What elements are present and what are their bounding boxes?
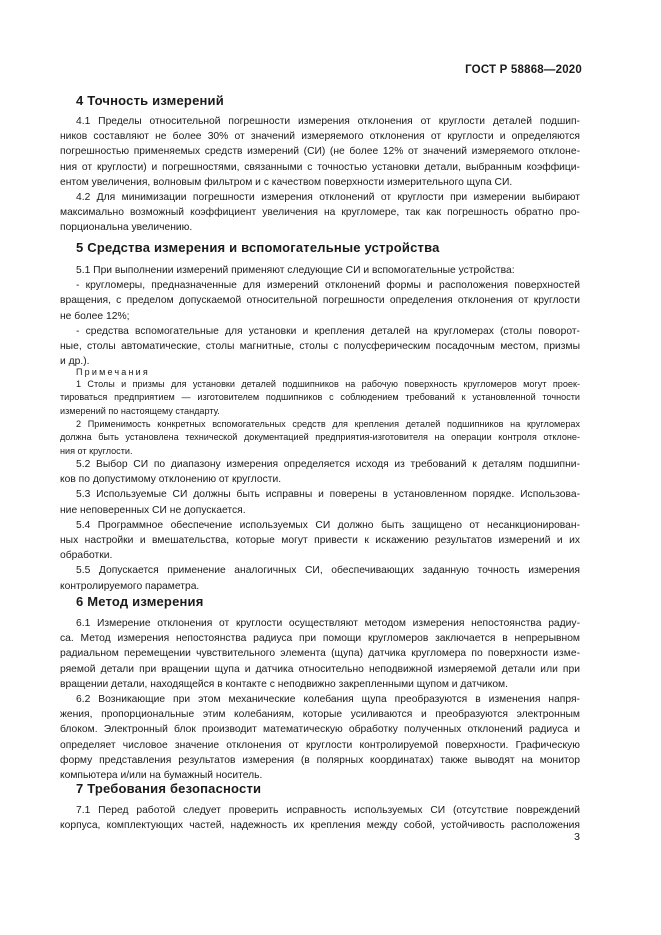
paragraph-5-1: 5.1 При выполнении измерений применяют следующие СИ и вспомогательные устройства: - кругломеры, предназначенные для измерений отклонений формы и расположения поверхностей вращения, с пределом допускаемой относительной погрешности определения отклонения от круглости не более 12%; - средства вспомогательные для установки и крепления деталей на кругломерах (столы поворот- ные, столы автоматические, столы магнитные, столы с полусферическим посадочным местом, призмы и др.). xyxy=(60,265,580,368)
note-1: 1 Столы и призмы для установки деталей подшипников на рабочую поверхность кругломеров могут проек- тироваться предприятием — изготовителем подшипников с соблюдением требований к установленной точности измерений по настоящему стандарту. xyxy=(60,379,580,416)
section-4-heading: 4 Точность измерений xyxy=(76,93,224,108)
notes-heading: Примечания xyxy=(76,367,150,377)
paragraph-7-1: 7.1 Перед работой следует проверить исправность используемых СИ (отсутствие повреждений корпуса, комплектующих частей, надежность их крепления между собой, устойчивость расположения xyxy=(60,805,580,832)
page-number: 3 xyxy=(574,831,580,843)
paragraphs-5-2-to-5-5: 5.2 Выбор СИ по диапазону измерения определяется исходя из требований к деталям подшипни- ков по допустимому отклонению от круглости. 5.3 Используемые СИ должны быть исправны и поверены в установленном порядке. Использова- ние неповеренных СИ не допускается. 5.4 Программное обеспечение используемых СИ должно быть защищено от несанкционирован- ных настройки и вмешательства, которые могут привести к искажению результатов измерений и их обработки. 5.5 Допускается применение аналогичных СИ, обеспечивающих заданную точность измерения контролируемого параметра. xyxy=(60,459,580,592)
section-6-heading: 6 Метод измерения xyxy=(76,594,204,609)
standard-number: ГОСТ Р 58868—2020 xyxy=(465,64,582,76)
note-2: 2 Применимость конкретных вспомогательных средств для крепления деталей подшипников на кругломерах должна быть установлена технической документацией предприятия-изготовителя на операции контроля отклоне- ния от круглости. xyxy=(60,419,580,456)
section-5-heading: 5 Средства измерения и вспомогательные устройства xyxy=(76,240,440,255)
paragraph-4-1: 4.1 Пределы относительной погрешности измерения отклонения от круглости деталей подшип- ников составляют не более 30% от значений измеряемого отклонения от круглости и определяются погрешностью применяемых средств измерений (СИ) (не более 12% от значений измеряемого отклоне- ния от круглости) и погрешностями, связанными с точностью установки детали, выбранным коэффици- ентом увеличения, волновым фильтром и с качеством поверхности измерительного щупа СИ. 4.2 Для минимизации погрешности измерения отклонений от круглости при измерении выбирают максимально возможный коэффициент увеличения на кругломере, так как погрешность обратно про- порциональна увеличению. xyxy=(60,116,580,234)
section-7-heading: 7 Требования безопасности xyxy=(76,781,262,796)
paragraph-6: 6.1 Измерение отклонения от круглости осуществляют методом измерения непостоянства радиу- са. Метод измерения непостоянства радиуса при помощи кругломеров заключается в непрерывном радиальном перемещении чувствительного элемента (щупа) датчика кругломера по поверхности изме- ряемой детали при вращении щупа и датчика относительно неподвижной измеряемой детали или при вращении детали, находящейся в контакте с неподвижно закрепленными щупом и датчиком. 6.2 Возникающие при этом механические колебания щупа преобразуются в изменения напря- жения, пропорциональные этим колебаниям, которые усиливаются и преобразуются электронным блоком. Электронный блок производит математическую обработку полученных отклонений радиуса и определяет числовое значение отклонения от круглости контролируемой поверхности. Графическую форму представления результатов измерения (в полярных координатах) также выводят на монитор компьютера и/или на бумажный носитель. xyxy=(60,618,580,782)
